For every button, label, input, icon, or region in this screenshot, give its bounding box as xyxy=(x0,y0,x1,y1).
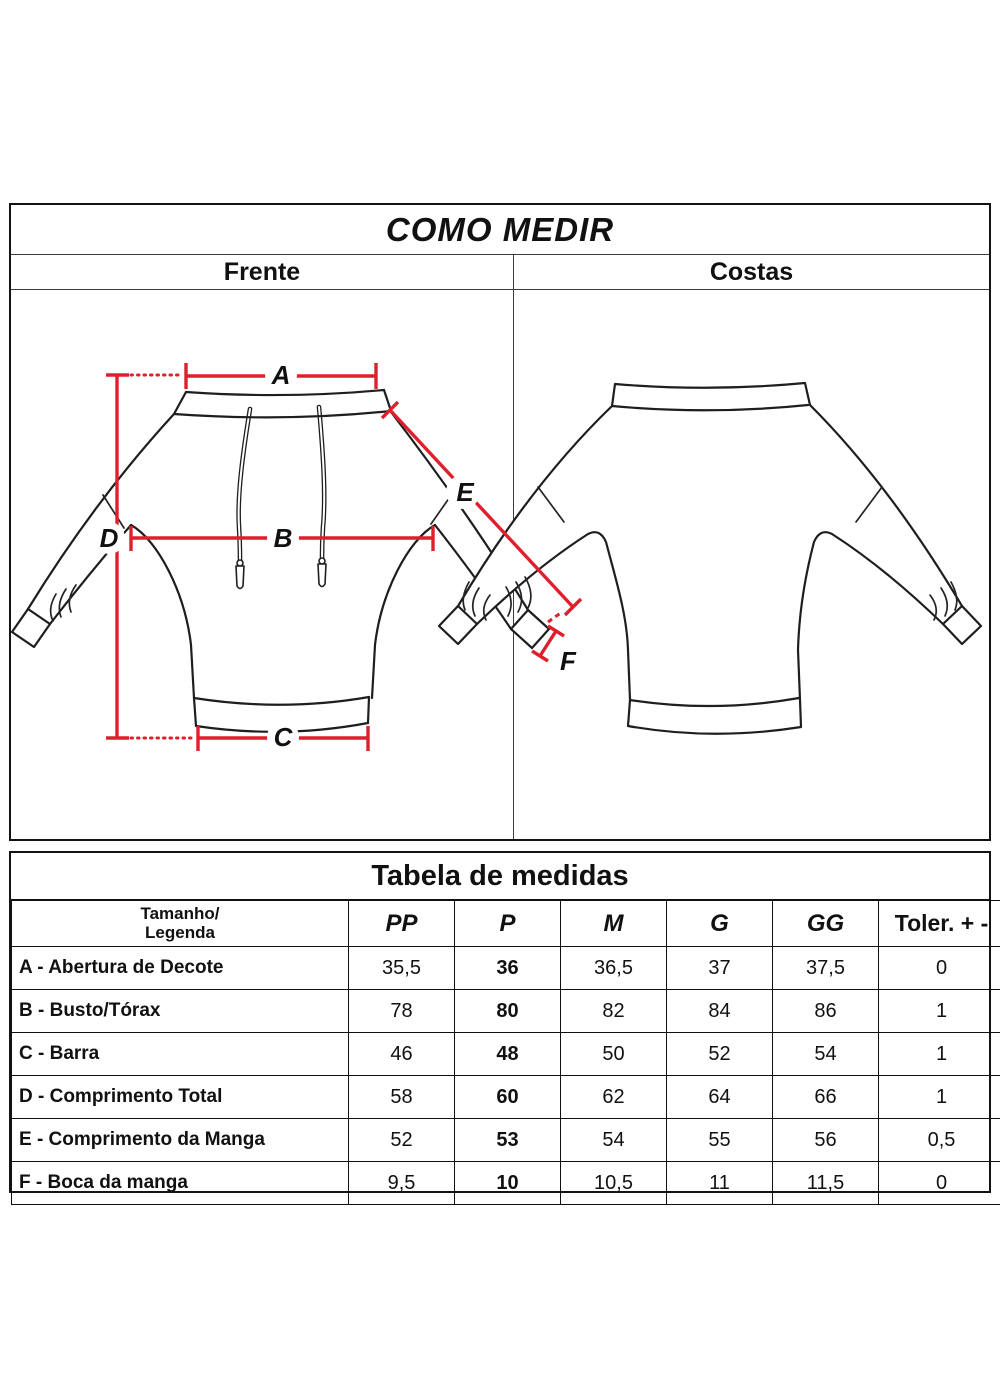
table-row-a xyxy=(12,947,1000,990)
header-tolerance: Toler. + - xyxy=(879,901,1000,947)
back-silhouette xyxy=(439,383,981,734)
how-to-measure-panel xyxy=(9,203,991,841)
cell-value: 54 xyxy=(773,1033,879,1076)
front-left-sleeve xyxy=(28,414,174,609)
size-table xyxy=(11,900,1000,1205)
cell-value: 86 xyxy=(773,990,879,1033)
table-row-c xyxy=(12,1033,1000,1076)
cell-value: 62 xyxy=(561,1076,667,1119)
front-neckband xyxy=(186,390,384,395)
cell-value: 78 xyxy=(349,990,455,1033)
row-label: C - Barra xyxy=(12,1033,349,1076)
cell-value: 35,5 xyxy=(349,947,455,990)
header-size-g: G xyxy=(667,901,773,947)
header-corner: Tamanho/ Legenda xyxy=(12,901,349,947)
cell-value: 48 xyxy=(455,1033,561,1076)
row-label: B - Busto/Tórax xyxy=(12,990,349,1033)
front-right-cuff xyxy=(511,610,549,648)
cell-tolerance: 1 xyxy=(879,1076,1000,1119)
label-d: D xyxy=(99,523,119,553)
cell-value: 50 xyxy=(561,1033,667,1076)
panel-column-headers xyxy=(11,255,989,290)
cell-tolerance: 0 xyxy=(879,1162,1000,1205)
cell-value: 53 xyxy=(455,1119,561,1162)
label-b: B xyxy=(273,523,293,553)
table-row-e xyxy=(12,1119,1000,1162)
front-body-left xyxy=(131,525,194,698)
cell-value: 36,5 xyxy=(561,947,667,990)
cell-value: 60 xyxy=(455,1076,561,1119)
cell-value: 80 xyxy=(455,990,561,1033)
cell-value: 55 xyxy=(667,1119,773,1162)
guide-title: COMO MEDIR xyxy=(11,205,989,255)
cell-value: 10 xyxy=(455,1162,561,1205)
label-e: E xyxy=(456,477,474,507)
front-left-cuff xyxy=(12,609,50,647)
front-hem-band xyxy=(194,697,369,705)
cell-value: 11,5 xyxy=(773,1162,879,1205)
label-a: A xyxy=(271,360,291,390)
garment-diagram-svg xyxy=(11,290,989,839)
row-label: E - Comprimento da Manga xyxy=(12,1119,349,1162)
cell-value: 54 xyxy=(561,1119,667,1162)
cell-value: 56 xyxy=(773,1119,879,1162)
row-label: D - Comprimento Total xyxy=(12,1076,349,1119)
cell-tolerance: 1 xyxy=(879,1033,1000,1076)
row-label: F - Boca da manga xyxy=(12,1162,349,1205)
cell-value: 11 xyxy=(667,1162,773,1205)
front-panel-label: Frente xyxy=(223,257,301,286)
table-row-f xyxy=(12,1162,1000,1205)
cell-value: 46 xyxy=(349,1033,455,1076)
cell-value: 58 xyxy=(349,1076,455,1119)
cell-value: 82 xyxy=(561,990,667,1033)
label-c: C xyxy=(273,722,293,752)
size-table-panel xyxy=(9,851,991,1193)
header-size-gg: GG xyxy=(773,901,879,947)
drawstring-left-icon xyxy=(236,409,250,589)
cell-value: 64 xyxy=(667,1076,773,1119)
cell-tolerance: 0 xyxy=(879,947,1000,990)
label-f: F xyxy=(560,646,576,676)
front-body-right xyxy=(372,525,435,698)
header-size-m: M xyxy=(561,901,667,947)
cell-value: 37 xyxy=(667,947,773,990)
header-size-pp: PP xyxy=(349,901,455,947)
cell-value: 52 xyxy=(667,1033,773,1076)
back-panel-label: Costas xyxy=(709,257,794,286)
size-table-header-row xyxy=(12,901,1000,947)
back-garment xyxy=(439,383,981,734)
cell-tolerance: 0,5 xyxy=(879,1119,1000,1162)
header-size-p: P xyxy=(455,901,561,947)
size-table-title: Tabela de medidas xyxy=(11,853,989,900)
cell-value: 66 xyxy=(773,1076,879,1119)
cell-value: 37,5 xyxy=(773,947,879,990)
front-garment xyxy=(12,390,528,732)
drawstring-right-icon xyxy=(318,407,326,587)
cell-value: 52 xyxy=(349,1119,455,1162)
cell-value: 10,5 xyxy=(561,1162,667,1205)
cell-value: 84 xyxy=(667,990,773,1033)
row-label: A - Abertura de Decote xyxy=(12,947,349,990)
cell-value: 36 xyxy=(455,947,561,990)
table-row-d xyxy=(12,1076,1000,1119)
cell-tolerance: 1 xyxy=(879,990,1000,1033)
cell-value: 9,5 xyxy=(349,1162,455,1205)
table-row-b xyxy=(12,990,1000,1033)
dimension-line-d xyxy=(106,375,194,738)
